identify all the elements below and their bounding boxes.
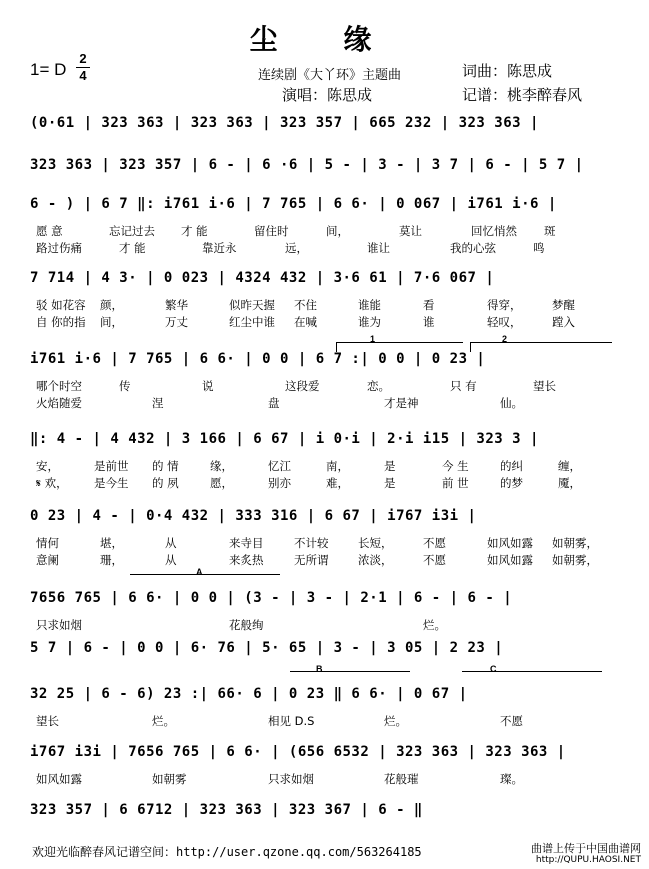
lyric-word: 从 <box>165 536 177 550</box>
lyric-word: 魇， <box>558 476 581 490</box>
notation-row: i767 i3i | 7656 765 | 6 6· | (656 6532 | 323 363 | 323 363 | <box>30 744 566 760</box>
lyric-word: 仙。 <box>500 396 523 410</box>
lyric-word: 才 能 <box>181 224 208 238</box>
lyric-word: 愿， <box>210 476 233 490</box>
notation-row: 323 363 | 323 357 | 6 - | 6 ·6 | 5 - | 3 - | 3 7 | 6 - | 5 7 | <box>30 157 584 173</box>
lyric-line-2 <box>30 314 620 328</box>
lyric-word: 花般绚 <box>229 618 264 632</box>
section-c-label: C <box>490 664 497 674</box>
lyric-word: 珊， <box>100 553 123 567</box>
lyric-word: 缠， <box>558 459 581 473</box>
lyric-word: 长短， <box>358 536 393 550</box>
lyric-word: 如朝雾， <box>552 553 598 567</box>
footer-text: 欢迎光临醉春风记谱空间：http://user.qzone.qq.com/563264185 <box>32 845 422 859</box>
lyric-word: 今 生 <box>442 459 469 473</box>
lyric-word: 如风如露 <box>487 536 533 550</box>
transcriber-credit: 记谱：桃李醉春风 <box>462 86 583 104</box>
lyric-line-1 <box>30 535 620 549</box>
lyric-word: 说 <box>202 379 214 393</box>
lyric-word: 我的心弦 <box>450 241 496 255</box>
notation-row: (0·61 | 323 363 | 323 363 | 323 357 | 665 232 | 323 363 | <box>30 115 539 131</box>
lyricist-credit: 词曲：陈思成 <box>462 62 553 80</box>
lyric-word: 璨。 <box>500 772 523 786</box>
lyric-word: 烂。 <box>152 714 175 728</box>
notation-row: 5 7 | 6 - | 0 0 | 6· 76 | 5· 65 | 3 - | 3 05 | 2 23 | <box>30 640 504 656</box>
lyric-line-2 <box>30 475 620 489</box>
lyric-word: 𝄋 欢， <box>36 476 68 490</box>
lyric-word: 如朝雾 <box>152 772 187 786</box>
lyric-word: 望长 <box>36 714 59 728</box>
lyric-word: 无所谓 <box>294 553 329 567</box>
lyric-word: 情何 <box>36 536 59 550</box>
lyric-word: 红尘中谁 <box>229 315 275 329</box>
lyric-word: 是 <box>384 476 396 490</box>
lyric-word: 不愿 <box>500 714 523 728</box>
lyric-word: 愿 意 <box>36 224 63 238</box>
section-b-line <box>290 671 410 672</box>
lyric-line-1 <box>30 297 620 311</box>
lyric-word: 谁让 <box>367 241 390 255</box>
lyric-word: 不愿 <box>423 536 446 550</box>
lyric-word: 安， <box>36 459 59 473</box>
volta-2-bracket-left <box>470 342 471 352</box>
lyric-word: 是前世 <box>94 459 129 473</box>
lyric-line-1 <box>30 617 620 631</box>
notation-row: 7656 765 | 6 6· | 0 0 | (3 - | 3 - | 2·1 | 6 - | 6 - | <box>30 590 513 606</box>
lyric-word: 不住 <box>294 298 317 312</box>
lyric-line-1 <box>30 223 620 237</box>
lyric-word: 只 有 <box>450 379 477 393</box>
meter-bottom: 4 <box>79 68 87 83</box>
lyric-word: 的纠 <box>500 459 523 473</box>
notation-row: 6 - ) | 6 7 ‖: i761 i·6 | 7 765 | 6 6· | 0 067 | i761 i·6 | <box>30 196 557 212</box>
lyric-line-1 <box>30 713 620 727</box>
lyric-word: 鸣 <box>533 241 545 255</box>
lyric-line-1 <box>30 378 620 392</box>
volta-2-bracket <box>470 342 612 343</box>
lyric-word: 浓淡， <box>358 553 393 567</box>
lyric-line-2 <box>30 240 620 254</box>
lyric-word: 自 你的指 <box>36 315 86 329</box>
lyric-word: 忆江 <box>268 459 291 473</box>
lyric-word: 南， <box>326 459 349 473</box>
lyric-word: 花般璀 <box>384 772 419 786</box>
lyric-word: 才 能 <box>119 241 146 255</box>
key-signature: 1= D <box>30 60 67 79</box>
lyric-word: 远， <box>285 241 308 255</box>
lyric-word: 靠近永 <box>202 241 237 255</box>
lyric-line-2 <box>30 395 620 409</box>
site-name: 曲谱上传于中国曲谱网 <box>531 842 641 855</box>
lyric-word: 颜， <box>100 298 123 312</box>
lyric-word: 间， <box>326 224 349 238</box>
lyric-word: 缘， <box>210 459 233 473</box>
notation-row: 323 357 | 6 6712 | 323 363 | 323 367 | 6 - ‖ <box>30 802 423 818</box>
lyric-word: 如风如露 <box>36 772 82 786</box>
lyric-word: 别亦 <box>268 476 291 490</box>
lyric-word: 驳 如花容 <box>36 298 86 312</box>
lyric-word: 忘记过去 <box>109 224 155 238</box>
lyric-word: 轻叹， <box>487 315 522 329</box>
lyric-word: 谁 <box>423 315 435 329</box>
lyric-word: 相见 D.S <box>268 714 315 728</box>
notation-row: ‖: 4 - | 4 432 | 3 166 | 6 67 | i 0·i | 2·i i15 | 323 3 | <box>30 431 539 447</box>
lyric-word: 斑 <box>544 224 556 238</box>
lyric-word: 哪个时空 <box>36 379 82 393</box>
lyric-word: 莫让 <box>399 224 422 238</box>
lyric-word: 盘 <box>268 396 280 410</box>
lyric-word: 繁华 <box>165 298 188 312</box>
lyric-word: 似昨天握 <box>229 298 275 312</box>
lyric-word: 来寺目 <box>229 536 264 550</box>
lyric-word: 不计较 <box>294 536 329 550</box>
section-a-label: A <box>196 567 203 577</box>
lyric-word: 传 <box>119 379 131 393</box>
singer-credit: 演唱：陈思成 <box>282 86 373 104</box>
section-a-line <box>130 574 280 575</box>
lyric-word: 火焰随爱 <box>36 396 82 410</box>
lyric-word: 得穿， <box>487 298 522 312</box>
lyric-word: 如朝雾， <box>552 536 598 550</box>
lyric-word: 望长 <box>533 379 556 393</box>
lyric-word: 烂。 <box>384 714 407 728</box>
notation-row: i761 i·6 | 7 765 | 6 6· | 0 0 | 6 7 :| 0 0 | 0 23 | <box>30 351 486 367</box>
notation-row: 0 23 | 4 - | 0·4 432 | 333 316 | 6 67 | i767 i3i | <box>30 508 477 524</box>
notation-row: 32 25 | 6 - 6) 23 :| 66· 6 | 0 23 ‖ 6 6· | 0 67 | <box>30 686 468 702</box>
lyric-line-1 <box>30 458 620 472</box>
lyric-word: 回忆悄然 <box>471 224 517 238</box>
lyric-word: 不愿 <box>423 553 446 567</box>
section-c-line <box>462 671 602 672</box>
lyric-word: 堪， <box>100 536 123 550</box>
lyric-word: 才是神 <box>384 396 419 410</box>
subtitle: 连续剧《大丫环》主题曲 <box>258 68 402 83</box>
time-signature <box>76 52 90 83</box>
lyric-word: 只求如烟 <box>36 618 82 632</box>
volta-2-label: 2 <box>502 334 508 344</box>
lyric-word: 是今生 <box>94 476 129 490</box>
volta-1-bracket-left <box>336 342 337 352</box>
lyric-word: 如风如露 <box>487 553 533 567</box>
volta-1-label: 1 <box>370 334 376 344</box>
lyric-word: 意阑 <box>36 553 59 567</box>
lyric-word: 谁能 <box>358 298 381 312</box>
score-title: 尘 缘 <box>249 23 400 56</box>
lyric-word: 的梦 <box>500 476 523 490</box>
lyric-line-1 <box>30 771 620 785</box>
lyric-word: 谁为 <box>358 315 381 329</box>
lyric-word: 看 <box>423 298 435 312</box>
lyric-word: 万丈 <box>165 315 188 329</box>
lyric-word: 烂。 <box>423 618 446 632</box>
lyric-word: 路过伤痛 <box>36 241 82 255</box>
lyric-word: 只求如烟 <box>268 772 314 786</box>
volta-1-bracket <box>336 342 463 343</box>
lyric-word: 蹚入 <box>552 315 575 329</box>
lyric-word: 间， <box>100 315 123 329</box>
lyric-word: 前 世 <box>442 476 469 490</box>
lyric-line-2 <box>30 552 620 566</box>
lyric-word: 是 <box>384 459 396 473</box>
lyric-word: 难， <box>326 476 349 490</box>
lyric-word: 梦醒 <box>552 298 575 312</box>
lyric-word: 从 <box>165 553 177 567</box>
lyric-word: 这段爱 <box>285 379 320 393</box>
section-b-label: B <box>316 664 323 674</box>
notation-row: 7 714 | 4 3· | 0 023 | 4324 432 | 3·6 61 | 7·6 067 | <box>30 270 495 286</box>
site-url: http://QUPU.HAOSI.NET <box>535 855 641 865</box>
lyric-word: 恋。 <box>367 379 390 393</box>
meter-top: 2 <box>79 51 87 66</box>
lyric-word: 涅 <box>152 396 164 410</box>
lyric-word: 在喊 <box>294 315 317 329</box>
lyric-word: 来炙热 <box>229 553 264 567</box>
lyric-word: 的 情 <box>152 459 179 473</box>
lyric-word: 的 夙 <box>152 476 179 490</box>
lyric-word: 留住时 <box>254 224 289 238</box>
